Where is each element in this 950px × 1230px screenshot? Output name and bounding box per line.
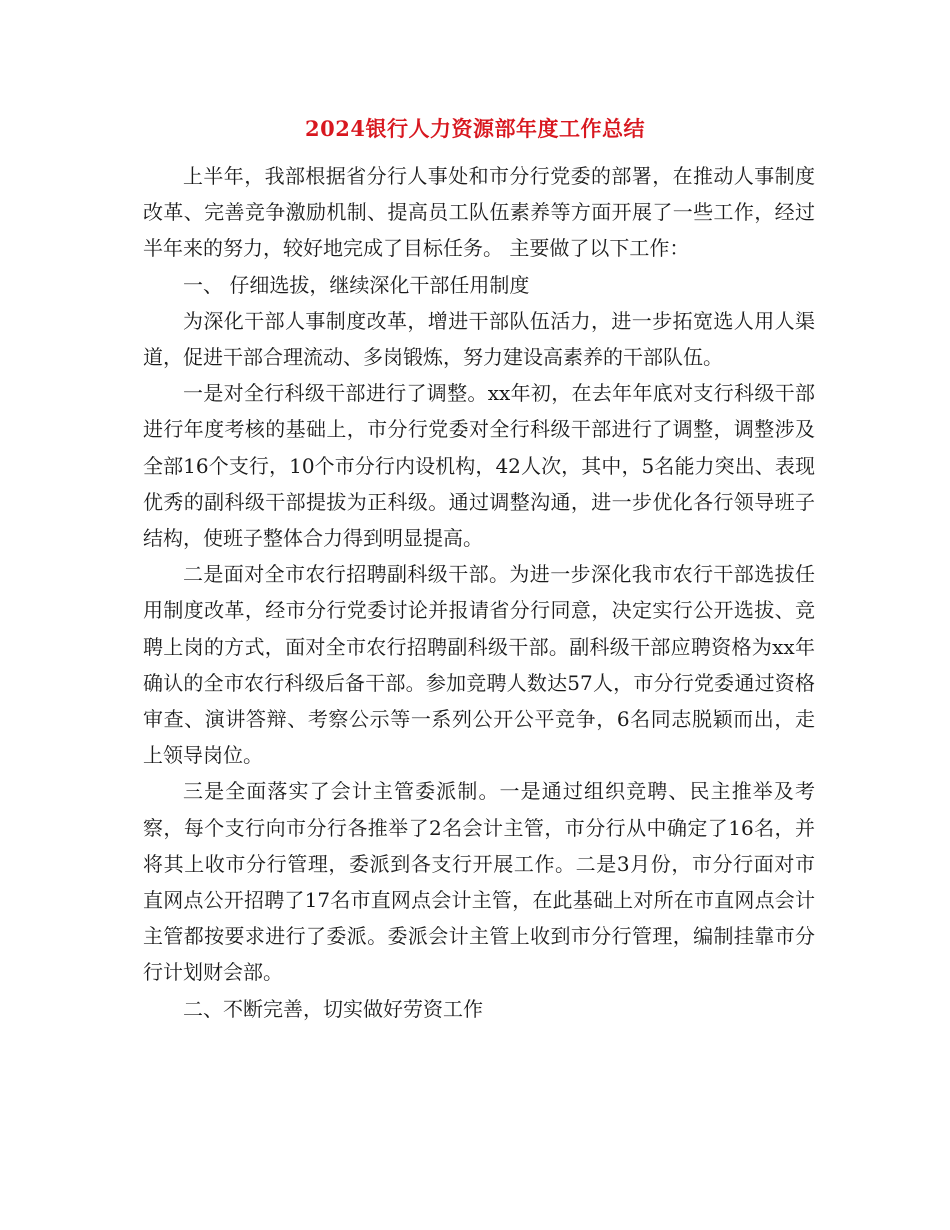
paragraph-item-3: 三是全面落实了会计主管委派制。一是通过组织竞聘、民主推举及考察，每个支行向市分行各推举了2名会计主管，市分行从中确定了16名，并将其上收市分行管理，委派到各支行开展工作。二是3月份，市分行面对市直网点公开招聘了17名市直网点会计主管，在此基础上对所在市直网点会计主管都按要求进行了委派。委派会计主管上收到市分行管理，编制挂靠市分行计划财会部。: [143, 779, 815, 985]
document-body: [143, 158, 815, 1027]
paragraph-section-1-intro: 为深化干部人事制度改革，增进干部队伍活力，进一步拓宽选人用人渠道，促进干部合理流动、多岗锻炼，努力建设高素养的干部队伍。: [143, 308, 815, 370]
section-heading-1: 一、 仔细选拔，继续深化干部任用制度: [183, 272, 530, 297]
paragraph-item-1: 一是对全行科级干部进行了调整。xx年初，在去年年底对支行科级干部进行年度考核的基础上，市分行党委对全行科级干部进行了调整，调整涉及全部16个支行，10个市分行内设机构，42人次，其中，5名能力突出、表现优秀的副科级干部提拔为正科级。通过调整沟通，进一步优化各行领导班子结构，使班子整体合力得到明显提高。: [143, 381, 815, 551]
paragraph-item-2: 二是面对全市农行招聘副科级干部。为进一步深化我市农行干部选拔任用制度改革，经市分行党委讨论并报请省分行同意，决定实行公开选拔、竞聘上岗的方式，面对全市农行招聘副科级干部。副科级干部应聘资格为xx年确认的全市农行科级后备干部。参加竞聘人数达57人，市分行党委通过资格审查、演讲答辩、考察公示等一系列公开公平竞争，6名同志脱颖而出，走上领导岗位。: [143, 562, 815, 768]
section-heading-2: 二、不断完善，切实做好劳资工作: [183, 996, 483, 1021]
paragraph-intro: 上半年，我部根据省分行人事处和市分行党委的部署，在推动人事制度改革、完善竞争激励机制、提高员工队伍素养等方面开展了一些工作，经过半年来的努力，较好地完成了目标任务。 主要做了以下工作：: [143, 164, 815, 261]
document-title: 2024银行人力资源部年度工作总结: [305, 116, 645, 141]
